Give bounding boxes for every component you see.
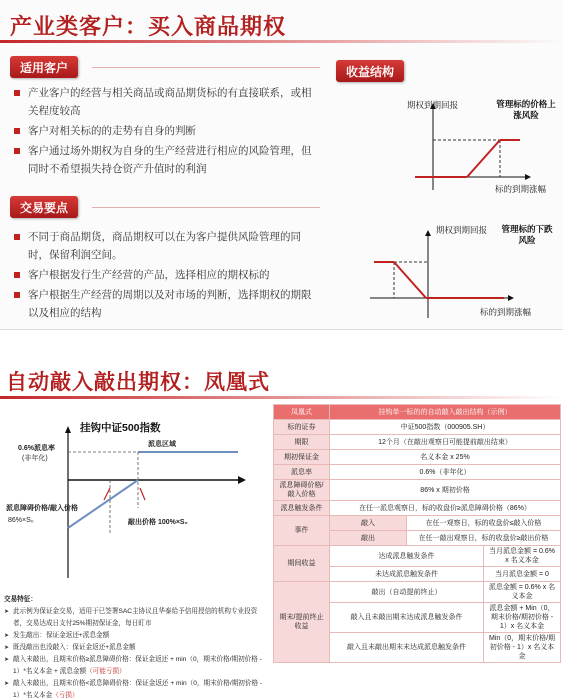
tag-trading-points: 交易要点 bbox=[10, 196, 78, 218]
y-axis-arrow bbox=[65, 426, 71, 433]
table-row bbox=[274, 435, 561, 450]
coupon-label: 0.6%派息率 bbox=[18, 445, 55, 452]
bullet-item: 客户通过场外期权为自身的生产经营进行相应的风险管理，但同时不希望损失持仓资产升值时的利润 bbox=[12, 142, 317, 178]
bullets-applicable-clients bbox=[12, 84, 317, 180]
knockout-label: 敲出价格 100%×S₀ bbox=[128, 519, 188, 526]
loss-highlight: （亏损） bbox=[52, 692, 79, 699]
row-key: 期末/提前终止收益 bbox=[274, 582, 330, 663]
bullet-item: 不同于商品期货，商品期权可以在为客户提供风险管理的同时，保留利润空间。 bbox=[12, 228, 317, 264]
slide2-title: 自动敲入敲出期权：凤凰式 bbox=[6, 371, 270, 394]
table-row bbox=[274, 582, 561, 603]
row-condition: 敲入且未敲出期末未达成派息触发条件 bbox=[330, 633, 484, 663]
x-axis-arrow bbox=[238, 476, 246, 484]
bullet-item: 产业客户的经营与相关商品或商品期货标的有直接联系，或相关程度较高 bbox=[12, 84, 317, 120]
row-key: 事件 bbox=[274, 516, 330, 546]
row-value: 86% x 期初价格 bbox=[330, 480, 561, 501]
row-key: 派息触发条件 bbox=[274, 501, 330, 516]
terms-table bbox=[273, 404, 561, 663]
knockout-marker-arrow bbox=[140, 488, 145, 500]
x-axis-arrow bbox=[508, 295, 514, 301]
note-text: 敲入未敲出，且期末价格≥派息障碍价格：保证金返还 + min（0，期末价格/期初价格 - 1）*名义本金 + 派息金额 bbox=[13, 656, 262, 675]
trade-notes bbox=[4, 594, 268, 699]
divider bbox=[92, 207, 320, 208]
table-row bbox=[274, 480, 561, 501]
table-row bbox=[274, 546, 561, 567]
row-key: 派息障碍价格/敲入价格 bbox=[274, 480, 330, 501]
note-item bbox=[4, 654, 268, 678]
row-key: 期限 bbox=[274, 435, 330, 450]
payoff-line bbox=[467, 140, 500, 177]
y-axis-arrow bbox=[425, 230, 431, 236]
loss-highlight: （可能亏损） bbox=[86, 668, 126, 675]
y-axis-label: 期权到期回报 bbox=[407, 100, 459, 110]
row-value: 派息金额 + Min（0，期末价格/期初价格 - 1）x 名义本金 bbox=[484, 603, 561, 633]
barrier-marker-arrow bbox=[104, 488, 110, 500]
x-axis-label: 标的到期涨幅 bbox=[480, 307, 532, 317]
tag-applicable-clients: 适用客户 bbox=[10, 56, 78, 78]
row-value: 派息金额 = 0.6% x 名义本金 bbox=[484, 582, 561, 603]
note-item: ➤ 发生敲出：保证金返还+派息金额 bbox=[4, 630, 268, 642]
row-value: Min（0，期末价格/期初价格 - 1）x 名义本金 bbox=[484, 633, 561, 663]
row-condition: 敲入且未敲出期末达成派息触发条件 bbox=[330, 603, 484, 633]
phoenix-diagram bbox=[0, 408, 268, 583]
coupon-sub-label: (非年化) bbox=[22, 455, 48, 462]
table-row bbox=[274, 420, 561, 435]
bullet-item: 客户根据发行生产经营的产品，选择相应的期权标的 bbox=[12, 266, 317, 284]
note-item: ➤ 此示例为保证金交易，适用于已签署SAC主协议且华泰给予信用授信的机构专业投资者，交易达成日支付25%期初保证金，每日盯市 bbox=[4, 606, 268, 630]
note-item: ➤ 既没敲出也没敲入：保证金返还+派息金额 bbox=[4, 642, 268, 654]
row-condition: 敲出（自动提前终止） bbox=[330, 582, 484, 603]
barrier-value: 86%×S₀ bbox=[8, 517, 34, 524]
row-value: 当月派息金额 = 0.6% x 名义本金 bbox=[484, 546, 561, 567]
x-axis-arrow bbox=[525, 174, 531, 180]
row-subkey: 敲出 bbox=[330, 531, 407, 546]
table-header-cell: 凤凰式 bbox=[274, 405, 330, 420]
table-row bbox=[274, 501, 561, 516]
coupon-zone-label: 派息区域 bbox=[148, 441, 176, 448]
table-header-cell: 挂钩单一标的的自动敲入敲出结构（示例） bbox=[330, 405, 561, 420]
row-value: 0.6%（非年化） bbox=[330, 465, 561, 480]
row-value: 在任一派息观察日，标的收盘价≥派息障碍价格（86%） bbox=[330, 501, 561, 516]
table-row bbox=[274, 516, 561, 531]
call-payoff-chart bbox=[395, 95, 560, 195]
barrier-label: 派息障碍价格/敲入价格 bbox=[6, 505, 78, 512]
row-key: 标的证券 bbox=[274, 420, 330, 435]
row-condition: 达成派息触发条件 bbox=[330, 546, 484, 567]
table-row bbox=[274, 465, 561, 480]
notes-heading: 交易特征： bbox=[4, 596, 37, 603]
slide-commodity-options bbox=[0, 0, 563, 330]
bullets-trading-points bbox=[12, 228, 317, 324]
diagram-title: 挂钩中证500指数 bbox=[80, 422, 161, 434]
x-axis-label: 标的到期涨幅 bbox=[495, 184, 547, 194]
payoff-line bbox=[394, 262, 426, 298]
tag-payoff-structure: 收益结构 bbox=[336, 60, 404, 82]
table-row bbox=[274, 450, 561, 465]
row-key: 派息率 bbox=[274, 465, 330, 480]
put-payoff-chart bbox=[370, 222, 560, 322]
slide-phoenix-option bbox=[0, 346, 563, 699]
row-value: 中证500指数（000905.SH） bbox=[330, 420, 561, 435]
chart-note: 管理标的下跌风险 bbox=[501, 224, 553, 245]
row-value: 12个月（在敲出观察日可能提前敲出结束） bbox=[330, 435, 561, 450]
divider bbox=[92, 67, 320, 68]
row-value: 当月派息金额 = 0 bbox=[484, 567, 561, 582]
row-value: 在任一敲出观察日，标的收盘价≥敲出价格 bbox=[407, 531, 561, 546]
title-underline bbox=[0, 40, 563, 43]
chart-note: 管理标的价格上涨风险 bbox=[496, 99, 556, 120]
table-header-row bbox=[274, 405, 561, 420]
bullet-item: 客户根据生产经营的周期以及对市场的判断，选择期权的期限以及相应的结构 bbox=[12, 286, 317, 322]
row-key: 期初保证金 bbox=[274, 450, 330, 465]
bullet-item: 客户对相关标的的走势有自身的判断 bbox=[12, 122, 317, 140]
title-underline bbox=[0, 396, 563, 399]
row-condition: 未达成派息触发条件 bbox=[330, 567, 484, 582]
note-item bbox=[4, 678, 268, 699]
row-subkey: 敲入 bbox=[330, 516, 407, 531]
row-value: 在任一观察日，标的收盘价≤敲入价格 bbox=[407, 516, 561, 531]
row-value: 名义本金 x 25% bbox=[330, 450, 561, 465]
y-axis-label: 期权到期回报 bbox=[436, 225, 488, 235]
slide1-title: 产业类客户：买入商品期权 bbox=[10, 14, 287, 39]
row-key: 期间收益 bbox=[274, 546, 330, 582]
note-text: 敲入未敲出，且期末价格<派息障碍价格：保证金返还 + min（0，期末价格/期初价格 - 1）*名义本金 bbox=[13, 680, 263, 699]
